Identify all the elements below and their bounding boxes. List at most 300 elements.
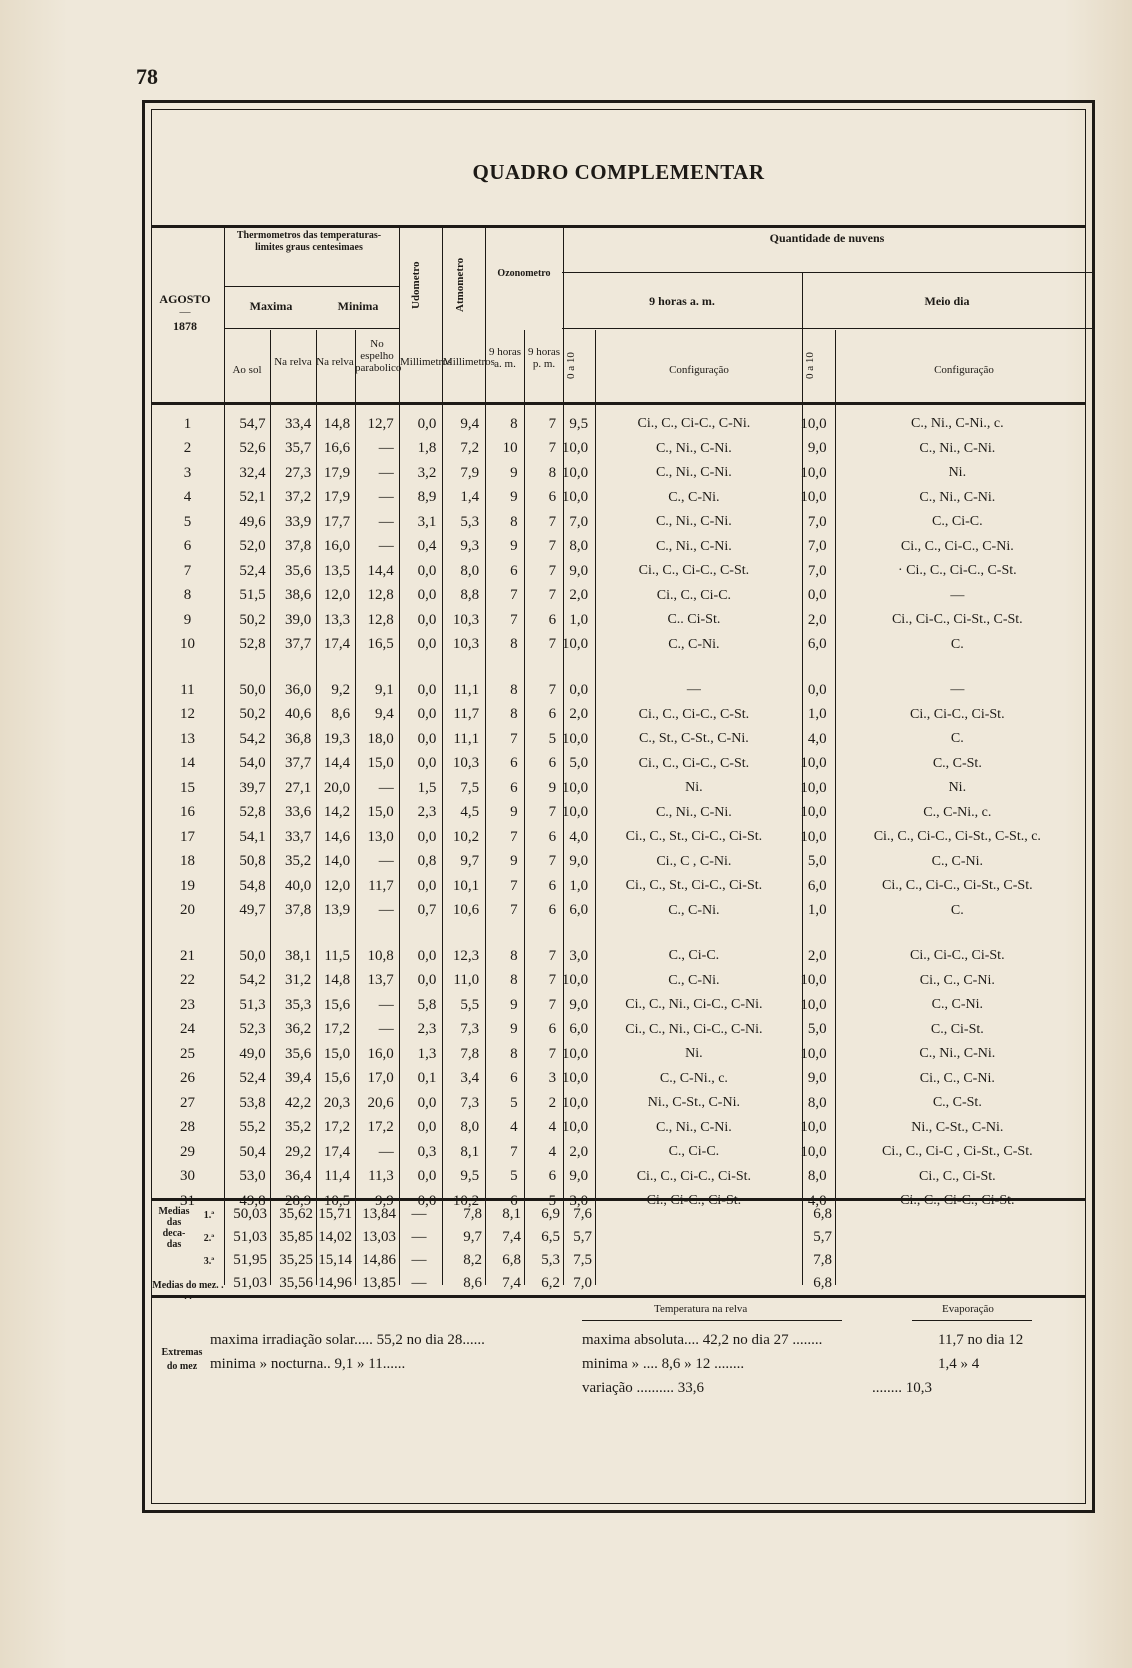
table-row: [152, 559, 1085, 584]
clouds-midday-cell: 10,0: [800, 804, 827, 821]
ozone-pm-cell: 5: [548, 730, 557, 747]
ozone-am-cell: 8: [510, 415, 518, 432]
config-midday-cell: Ci., Ci-C., Ci-St., C-St.: [891, 612, 1023, 628]
config-am-cell: Ci., C., St., Ci-C., Ci-St.: [625, 829, 763, 845]
clouds-midday-cell: 10,0: [800, 972, 827, 989]
espelho-cell: 15,0: [367, 755, 394, 772]
nine-am-header: 9 horas a. m.: [649, 294, 715, 308]
ozone-pm-cell: 6: [548, 755, 557, 772]
ao-sol-cell: 52,1: [239, 489, 266, 506]
config-midday-cell: Ni.: [948, 780, 967, 796]
means-value-cell: 8,2: [463, 1252, 482, 1268]
ozone-am-cell: 7: [510, 730, 518, 747]
espelho-cell: —: [378, 464, 394, 481]
udometer-cell: 0,0: [417, 636, 437, 653]
ao-sol-cell: 39,7: [239, 779, 266, 796]
table-row: [152, 1116, 1085, 1141]
na-relva-min-cell: 17,9: [323, 464, 351, 481]
table-row: [152, 1067, 1085, 1092]
clouds-am-cell: 10,0: [561, 1094, 589, 1111]
atmometer-cell: 11,1: [453, 681, 480, 698]
na-relva-min-cell: 20,0: [323, 779, 351, 796]
clouds-am-cell: 10,0: [561, 464, 589, 481]
means-value-cell: 7,8: [813, 1252, 832, 1268]
na-relva-max-cell: 33,4: [285, 415, 312, 432]
na-relva-max-cell: 29,2: [285, 1143, 312, 1160]
udometer-cell: 0,7: [417, 902, 437, 919]
na-relva-min-cell: 14,8: [323, 415, 351, 432]
config-am-cell: Ni.: [685, 1046, 703, 1062]
na-relva-min-cell: 14,6: [323, 828, 351, 845]
na-relva-max-cell: 39,4: [285, 1070, 312, 1087]
decade-spacer: [152, 923, 1085, 944]
ozone-pm-cell: 9: [548, 779, 557, 796]
ozone-pm-cell: 5: [548, 1192, 557, 1209]
na-relva-max-cell: 42,2: [285, 1094, 312, 1111]
atmometer-cell: 10,2: [452, 828, 480, 845]
config-am-cell: C., Ni., C-Ni.: [655, 804, 732, 820]
na-relva-max-cell: 37,8: [285, 538, 312, 555]
udometer-cell: 0,0: [417, 415, 437, 432]
day-cell: 3: [183, 464, 192, 481]
clouds-am-cell: 2,0: [569, 1143, 589, 1160]
espelho-cell: —: [378, 538, 394, 555]
means-label-cell: [152, 1203, 224, 1226]
means-top-rule: [152, 1198, 1085, 1201]
ozone-pm-cell: 3: [548, 1070, 557, 1087]
espelho-cell: 9,1: [375, 681, 394, 698]
espelho-cell: 13,7: [367, 972, 394, 989]
means-value-cell: 5,7: [813, 1229, 832, 1245]
ozone-pm-cell: 6: [548, 877, 557, 894]
ozone-am-cell: 9: [510, 1021, 518, 1038]
clouds-midday-cell: 6,0: [807, 636, 827, 653]
ao-sol-cell: 51,5: [239, 587, 266, 604]
clouds-midday-cell: 10,0: [800, 1119, 827, 1136]
means-row: [152, 1203, 835, 1226]
means-row: [152, 1249, 835, 1272]
ozone-am-cell: 9: [510, 538, 518, 555]
ao-sol-cell: 52,8: [239, 804, 266, 821]
table-row: [152, 1042, 1085, 1067]
means-value-cell: 5,7: [573, 1229, 592, 1245]
day-cell: 13: [179, 730, 195, 747]
extreme-variation-evaporation: ........ 10,3: [872, 1380, 932, 1396]
day-cell: 15: [179, 779, 195, 796]
ozone-pm-cell: 6: [548, 902, 557, 919]
atmometer-cell: 10,2: [452, 1192, 480, 1209]
ozone-pm-cell: 8: [548, 464, 557, 481]
clouds-midday-cell: 1,0: [807, 706, 827, 723]
na-relva-max-cell: 37,7: [285, 755, 312, 772]
means-value-cell: 7,4: [502, 1275, 521, 1291]
ao-sol-cell: 50,4: [239, 1143, 266, 1160]
clouds-midday-cell: 10,0: [800, 415, 827, 432]
espelho-cell: 10,8: [367, 947, 394, 964]
page-number: 78: [136, 64, 158, 89]
espelho-cell: 16,0: [367, 1045, 394, 1062]
ozone-pm-cell: 6: [548, 489, 557, 506]
means-value-cell: 35,56: [279, 1275, 313, 1291]
means-table-body: [152, 1203, 835, 1295]
table-row: [152, 584, 1085, 609]
ozone-pm-cell: 7: [548, 587, 557, 604]
means-table: [152, 1203, 835, 1295]
config-am-cell: Ci., C., St., Ci-C., Ci-St.: [625, 878, 763, 894]
means-value-cell: 35,85: [279, 1229, 313, 1245]
clouds-am-cell: 10,0: [561, 779, 589, 796]
udometer-cell: 0,0: [417, 877, 437, 894]
means-value-cell: 51,03: [233, 1275, 267, 1291]
means-row: [152, 1272, 835, 1295]
ao-sol-header: Ao sol: [232, 364, 262, 376]
ozone-am-cell: 7: [510, 902, 518, 919]
ozonometer-header: Ozonometro: [497, 268, 551, 279]
clouds-am-cell: 4,0: [569, 828, 589, 845]
na-relva-min-cell: 10,5: [323, 1192, 351, 1209]
udometer-cell: 0,0: [417, 1168, 437, 1185]
espelho-header: No espelho parabolico: [355, 338, 402, 374]
na-relva-min-cell: 14,8: [323, 972, 351, 989]
ozone-pm-cell: 2: [548, 1094, 557, 1111]
na-relva-min-cell: 14,0: [323, 853, 351, 870]
atmometer-cell: 10,3: [452, 755, 480, 772]
atmometer-cell: 1,4: [460, 489, 480, 506]
table-row: [152, 899, 1085, 924]
na-relva-max-cell: 35,6: [285, 1045, 312, 1062]
config-midday-cell: Ci., C., Ci-C., C-Ni.: [900, 538, 1014, 554]
config-am-cell: C., C-Ni.: [668, 489, 720, 505]
table-row: [152, 969, 1085, 994]
means-value-cell: 6,8: [502, 1252, 521, 1268]
ozone-am-cell: 8: [510, 972, 518, 989]
table-inner-frame: [151, 109, 1086, 1504]
udometer-cell: 0,0: [417, 562, 437, 579]
na-relva-min-cell: 13,3: [323, 611, 351, 628]
extremes-top-rule: [152, 1295, 1085, 1298]
config-am-cell: Ci., C , C-Ni.: [656, 853, 732, 869]
clouds-midday-cell: 0,0: [807, 587, 827, 604]
espelho-cell: —: [378, 996, 394, 1013]
config-midday-cell: C., C-Ni.: [931, 853, 983, 869]
ozone-pm-cell: 6: [548, 828, 557, 845]
config-am-cell: Ci., Ci-C., Ci-St.: [646, 1193, 742, 1209]
ozone-am-header: 9 horas a. m.: [488, 346, 522, 370]
clouds-midday-cell: 7,0: [807, 513, 827, 530]
na-relva-max-cell: 37,8: [285, 902, 312, 919]
config-am-cell: C., Ni., C-Ni.: [655, 465, 732, 481]
na-relva-min-cell: 20,3: [323, 1094, 351, 1111]
clouds-midday-cell: 10,0: [800, 464, 827, 481]
espelho-cell: 15,0: [367, 804, 394, 821]
means-value-cell: 6,8: [813, 1206, 832, 1222]
means-value-cell: 6,2: [541, 1275, 560, 1291]
evaporation-rule: [912, 1320, 1032, 1321]
extreme-min-evaporation: 1,4 » 4: [938, 1356, 980, 1372]
config-midday-cell: C., Ci-St.: [930, 1021, 984, 1037]
espelho-cell: —: [378, 440, 394, 457]
means-label-line: deca-: [162, 1228, 186, 1239]
ao-sol-cell: 50,2: [239, 611, 266, 628]
scale-midday-header: 0 a 10: [804, 352, 816, 380]
table-row: [152, 510, 1085, 535]
espelho-cell: 17,0: [367, 1070, 394, 1087]
config-am-cell: C., C-Ni.: [668, 972, 720, 988]
espelho-cell: —: [378, 1021, 394, 1038]
udometer-mm-header: Millimetros: [400, 356, 452, 368]
clouds-am-cell: 9,0: [569, 996, 589, 1013]
espelho-cell: 11,7: [368, 877, 394, 894]
na-relva-max-cell: 40,0: [285, 877, 312, 894]
atmometer-cell: 10,3: [452, 636, 480, 653]
na-relva-max-cell: 35,3: [285, 996, 312, 1013]
atmometer-cell: 5,5: [460, 996, 480, 1013]
ozone-am-cell: 9: [510, 489, 518, 506]
clouds-am-cell: 3,0: [569, 1192, 589, 1209]
day-cell: 6: [183, 538, 192, 555]
table-row: [152, 1018, 1085, 1043]
na-relva-min-cell: 12,0: [323, 877, 351, 894]
clouds-am-cell: 10,0: [561, 730, 589, 747]
na-relva-max-cell: 38,6: [285, 587, 312, 604]
ozone-am-cell: 7: [510, 1143, 518, 1160]
clouds-midday-cell: 4,0: [807, 730, 827, 747]
table-row: [152, 486, 1085, 511]
config-am-cell: C., Ni., C-Ni.: [655, 538, 732, 554]
means-row: [152, 1226, 835, 1249]
clouds-midday-cell: 5,0: [807, 1021, 827, 1038]
table-row: [152, 874, 1085, 899]
atmometer-cell: 10,6: [452, 902, 480, 919]
ao-sol-cell: 53,0: [239, 1168, 266, 1185]
means-blank-cell: [595, 1249, 802, 1272]
maxmin-subrule: [224, 328, 399, 329]
month-label: AGOSTO: [159, 292, 211, 306]
ozone-am-cell: 10: [502, 440, 518, 457]
ao-sol-cell: 53,8: [239, 1094, 266, 1111]
means-value-cell: 7,6: [573, 1206, 592, 1222]
ao-sol-cell: 54,1: [239, 828, 266, 845]
ao-sol-cell: 54,7: [239, 415, 266, 432]
na-relva-min-cell: 11,5: [324, 947, 351, 964]
config-midday-cell: Ni.: [948, 465, 967, 481]
ozone-pm-cell: 7: [548, 996, 557, 1013]
atmometer-cell: 9,3: [460, 538, 480, 555]
config-midday-cell: Ci., C., Ci-C., Ci-St., C-St.: [882, 878, 1033, 894]
clouds-am-cell: 6,0: [569, 1021, 589, 1038]
midday-header: Meio dia: [924, 294, 970, 308]
na-relva-min-cell: 13,5: [323, 562, 351, 579]
config-midday-cell: C., Ni., C-Ni.: [919, 489, 996, 505]
ao-sol-cell: 52,8: [239, 636, 266, 653]
means-label-cell: [152, 1226, 224, 1249]
means-value-cell: —: [411, 1229, 427, 1245]
day-cell: 28: [179, 1119, 195, 1136]
means-value-cell: 9,7: [463, 1229, 482, 1245]
config-midday-cell: C.: [950, 902, 964, 918]
espelho-cell: 9,4: [375, 706, 394, 723]
ozone-am-cell: 9: [510, 996, 518, 1013]
clouds-am-cell: 6,0: [569, 902, 589, 919]
means-value-cell: 51,95: [233, 1252, 267, 1268]
config-midday-cell: · Ci., C., Ci-C., C-St.: [898, 563, 1017, 579]
config-midday-cell: Ci., C., C-Ni.: [919, 972, 995, 988]
relva-rule: [582, 1320, 842, 1321]
na-relva-max-cell: 37,2: [285, 489, 312, 506]
clouds-am-cell: 9,5: [569, 415, 589, 432]
udometer-cell: 1,5: [417, 779, 437, 796]
day-cell: 29: [179, 1143, 195, 1160]
na-relva-min-cell: 16,6: [323, 440, 351, 457]
atmometer-header: Atmometro: [454, 257, 466, 313]
udometer-cell: 3,2: [417, 464, 437, 481]
atmometer-cell: 12,3: [452, 947, 480, 964]
ozone-pm-cell: 6: [548, 1021, 557, 1038]
clouds-am-cell: 10,0: [561, 1070, 589, 1087]
config-midday-cell: C., Ni., C-Ni.: [919, 440, 996, 456]
extreme-max-evaporation: 11,7 no dia 12: [938, 1332, 1024, 1348]
extreme-max-solar: maxima irradiação solar..... 55,2 no dia 28......: [210, 1332, 485, 1348]
atmometer-cell: 7,5: [460, 779, 480, 796]
relva-header: Temperatura na relva: [654, 1303, 748, 1315]
udometer-cell: 0,0: [417, 611, 437, 628]
atmometer-cell: 7,3: [460, 1021, 480, 1038]
ozone-pm-header: 9 horas p. m.: [527, 346, 561, 370]
means-value-cell: 50,03: [233, 1206, 267, 1222]
day-cell: 24: [179, 1021, 195, 1038]
evaporation-header: Evaporação: [942, 1303, 994, 1315]
header-top-rule: [152, 225, 1085, 228]
config-midday-cell: C., C-Ni., c.: [923, 804, 992, 820]
clouds-am-cell: 8,0: [569, 538, 589, 555]
ozone-pm-cell: 4: [548, 1143, 557, 1160]
ozone-am-cell: 7: [510, 587, 518, 604]
decade-number: 2.ª: [203, 1233, 215, 1244]
day-cell: 20: [179, 902, 195, 919]
config-am-cell: Ci., C., Ni., Ci-C., C-Ni.: [625, 1021, 763, 1037]
udometer-cell: 0,8: [417, 853, 437, 870]
means-label-cell: [152, 1272, 224, 1295]
config-midday-cell: Ci., C., Ci-C , Ci-St., C-St.: [882, 1144, 1033, 1160]
clouds-am-cell: 10,0: [561, 489, 589, 506]
table-row: [152, 801, 1085, 826]
scale-am-header: 0 a 10: [565, 352, 577, 380]
ao-sol-cell: 52,4: [239, 1070, 266, 1087]
na-relva-max-cell: 28,9: [285, 1192, 312, 1209]
config-am-header: Configuração: [669, 364, 729, 376]
means-value-cell: 13,03: [362, 1229, 396, 1245]
clouds-subrule: [562, 272, 1092, 273]
means-value-cell: 13,85: [362, 1275, 396, 1291]
clouds-midday-cell: 10,0: [800, 779, 827, 796]
means-value-cell: 14,86: [362, 1252, 396, 1268]
udometer-cell: 0,3: [417, 1143, 437, 1160]
atmometer-cell: 7,9: [460, 464, 480, 481]
ozone-am-cell: 6: [510, 1192, 518, 1209]
udometer-cell: 2,3: [417, 1021, 437, 1038]
config-am-cell: C., Ni., C-Ni.: [655, 514, 732, 530]
ao-sol-cell: 52,3: [239, 1021, 266, 1038]
ao-sol-cell: 51,3: [239, 996, 266, 1013]
clouds-am-cell: 10,0: [561, 804, 589, 821]
config-am-cell: Ni.: [685, 780, 703, 796]
minima-header: Minima: [337, 299, 379, 313]
espelho-cell: —: [378, 779, 394, 796]
clouds-midday-cell: 10,0: [800, 1143, 827, 1160]
ozone-am-cell: 9: [510, 464, 518, 481]
na-relva-min-cell: 14,2: [323, 804, 351, 821]
means-value-cell: 51,03: [233, 1229, 267, 1245]
clouds-midday-cell: 8,0: [807, 1094, 827, 1111]
day-cell: 10: [179, 636, 195, 653]
na-relva-min-cell: 19,3: [323, 730, 351, 747]
clouds-am-cell: 10,0: [561, 636, 589, 653]
na-relva-max-cell: 35,7: [285, 440, 312, 457]
ao-sol-cell: 52,6: [239, 440, 266, 457]
udometer-cell: 1,3: [417, 1045, 437, 1062]
espelho-cell: 11,3: [368, 1168, 394, 1185]
espelho-cell: —: [378, 902, 394, 919]
table-row: [152, 437, 1085, 462]
atmometer-cell: 10,1: [452, 877, 480, 894]
na-relva-min-cell: 16,0: [323, 538, 351, 555]
table-row: [152, 703, 1085, 728]
clouds-am-cell: 10,0: [561, 1119, 589, 1136]
config-midday-cell: Ci., Ci-C., Ci-St.: [910, 948, 1005, 964]
clouds-am-cell: 2,0: [569, 706, 589, 723]
ao-sol-cell: 50,8: [239, 853, 266, 870]
config-am-cell: Ci., C., Ci-C., Ci-St.: [636, 1168, 752, 1184]
espelho-cell: —: [378, 513, 394, 530]
config-midday-cell: Ni., C-St., C-Ni.: [911, 1119, 1004, 1135]
ozone-am-cell: 9: [510, 804, 518, 821]
udometer-cell: 0,0: [417, 730, 437, 747]
na-relva-max-cell: 40,6: [285, 706, 312, 723]
daily-table-body: [152, 412, 1085, 1214]
extreme-variation-relva: variação .......... 33,6: [582, 1380, 705, 1396]
clouds-midday-cell: 10,0: [800, 1045, 827, 1062]
day-cell: 21: [179, 947, 195, 964]
means-value-cell: 14,96: [318, 1275, 352, 1291]
means-value-cell: 7,0: [573, 1275, 592, 1291]
table-row: [152, 776, 1085, 801]
day-cell: 18: [179, 853, 195, 870]
udometer-cell: 0,0: [417, 706, 437, 723]
config-am-cell: C., C-Ni.: [668, 636, 720, 652]
udometer-cell: 0,0: [417, 1192, 437, 1209]
atmometer-cell: 8,0: [460, 1119, 480, 1136]
na-relva-min-cell: 13,9: [323, 902, 351, 919]
na-relva-max-cell: 37,7: [285, 636, 312, 653]
ozone-pm-cell: 7: [548, 804, 557, 821]
table-row: [152, 633, 1085, 658]
espelho-cell: 14,4: [367, 562, 394, 579]
config-am-cell: Ci., C., Ci-C., C-St.: [638, 755, 750, 771]
atmometer-cell: 11,7: [453, 706, 480, 723]
ozone-am-cell: 8: [510, 636, 518, 653]
ozone-pm-cell: 7: [548, 440, 557, 457]
clouds-am-cell: 2,0: [569, 587, 589, 604]
config-am-cell: C., Ci-C.: [668, 1144, 720, 1160]
udometer-cell: 0,0: [417, 587, 437, 604]
clouds-am-cell: 9,0: [569, 853, 589, 870]
na-relva-max-cell: 36,4: [285, 1168, 312, 1185]
spacer-cell: [152, 657, 1085, 678]
ozone-pm-cell: 7: [548, 636, 557, 653]
means-value-cell: 7,8: [463, 1206, 482, 1222]
extreme-max-relva: maxima absoluta.... 42,2 no dia 27 ........: [582, 1332, 823, 1348]
day-cell: 12: [179, 706, 195, 723]
